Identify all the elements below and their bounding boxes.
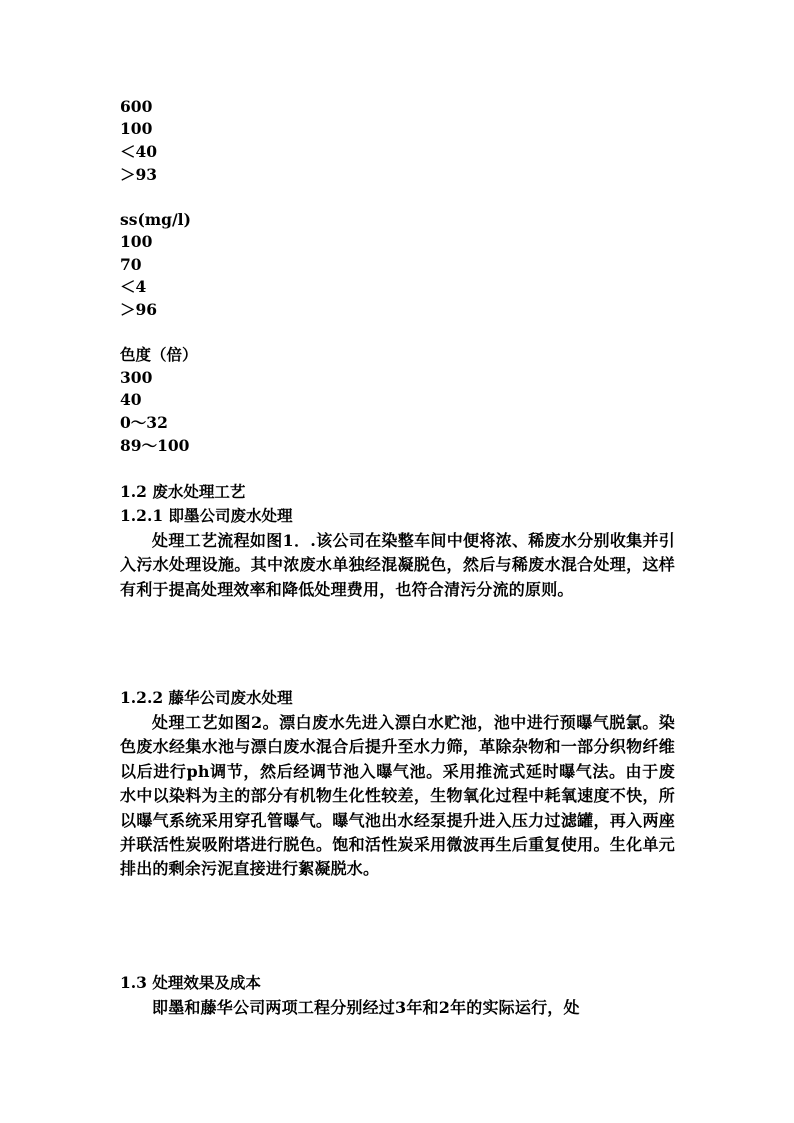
ss-label: ss(mg/l) — [120, 210, 191, 229]
value-cod-2: 100 — [120, 119, 153, 138]
section-body-1-2-2: 处理工艺如图2。漂白废水先进入漂白水贮池，池中进行预曝气脱氯。染色废水经集水池与漂白废水混合后提升至水力筛，革除杂物和一部分织物纤维以后进行ph调节，然后经调节池入曝气池。采用推流式延时曝气法。由于废水中以染料为主的部分有机物生化性较差，生物氧化过程中耗氧速度不快，所以曝气系统采用穿孔管曝气。曝气池出水经泵提升进入压力过滤罐，再入两座并联活性炭吸附塔进行脱色。饱和活性炭采用微波再生后重复使用。生化单元排出的剩余污泥直接进行絮凝脱水。 — [120, 713, 675, 879]
value-color-4: 89～100 — [120, 436, 190, 455]
section-heading-1-3: 1.3 处理效果及成本 — [120, 973, 261, 992]
section-heading-1-2-1: 1.2.1 即墨公司废水处理 — [120, 506, 293, 525]
value-cod-3: ＜40 — [120, 142, 158, 161]
value-ss-3: ＜4 — [120, 277, 147, 296]
value-color-3: 0～32 — [120, 413, 168, 432]
section-body-1-2-1: 处理工艺流程如图1．.该公司在染整车间中便将浓、稀废水分别收集并引入污水处理设施。其中浓废水单独经混凝脱色，然后与稀废水混合处理，这样有利于提高处理效率和降低处理费用，也符合清污分流的原则。 — [120, 531, 675, 599]
value-color-1: 300 — [120, 368, 153, 387]
section-heading-1-2-2: 1.2.2 藤华公司废水处理 — [120, 688, 293, 707]
color-label: 色度（倍） — [120, 345, 198, 364]
value-cod-1: 600 — [120, 97, 153, 116]
value-cod-4: ＞93 — [120, 165, 158, 184]
value-ss-1: 100 — [120, 232, 153, 251]
section-body-1-3: 即墨和藤华公司两项工程分别经过3年和2年的实际运行，处 — [152, 998, 580, 1017]
value-ss-2: 70 — [120, 255, 142, 274]
value-color-2: 40 — [120, 390, 142, 409]
section-heading-1-2: 1.2 废水处理工艺 — [120, 482, 246, 501]
value-ss-4: ＞96 — [120, 300, 158, 319]
